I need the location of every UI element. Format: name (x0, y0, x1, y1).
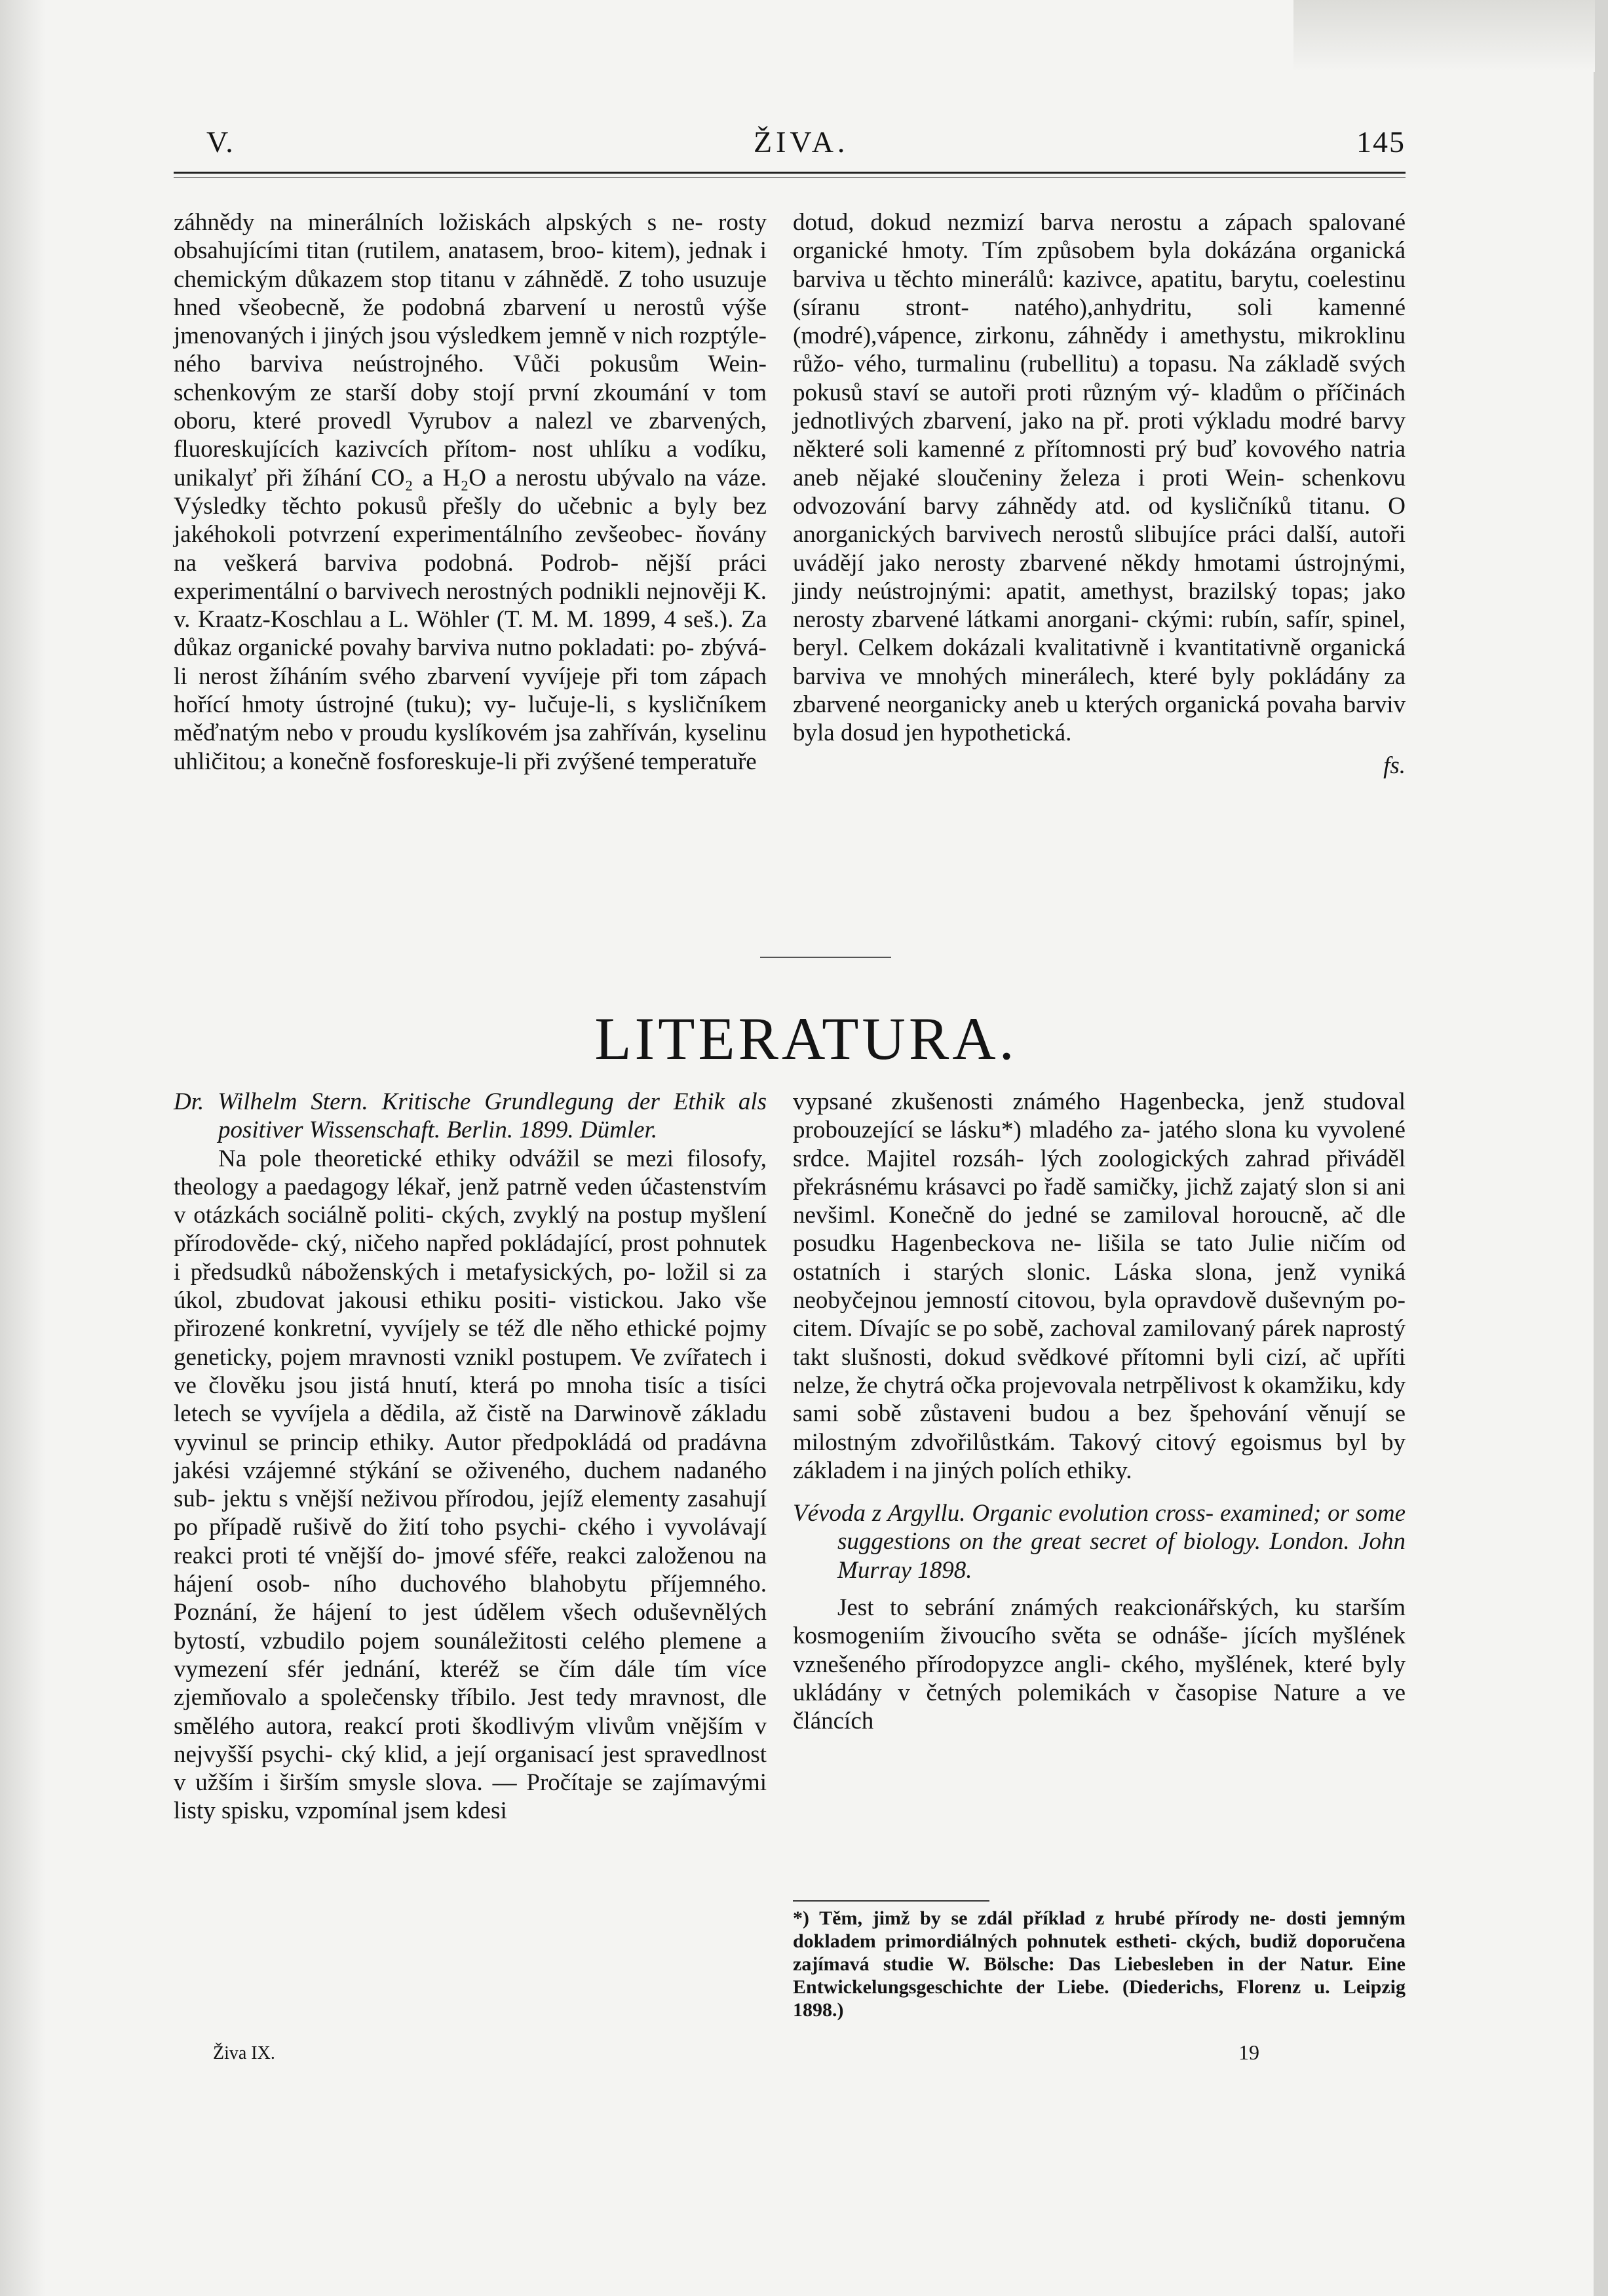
text-line: ňovány na veškerá barviva podobná. Podrob- (174, 521, 767, 577)
text-line: mravnosti vznikl postupem. Ve zvířatech i ve (174, 1343, 767, 1399)
text-line: člověku jsou jistá hnutí, která po mnoha tisíc (208, 1371, 685, 1399)
text-line: v užším i širším smysle slova. — Pročítaje se (174, 1769, 643, 1797)
text-line: v tom oboru, které provedl Vyrubov a nalezl (174, 379, 767, 435)
text-line: nerostů slibujíce práci další, autoři uvádějí jako (793, 521, 1406, 577)
text-line: zbývá-li nerost žíháním svého zbarvení vyvíjeje (174, 634, 767, 690)
text-line: ložil si za úkol, zbudovat jakousi ethiku positi- (174, 1258, 767, 1314)
citation-line: secret of biology. London. John Murray 1898. (837, 1528, 1406, 1584)
footnote-line: dosti jemným dokladem primordiálných pohnutek estheti- (793, 1907, 1406, 1952)
second-review-citation (793, 1499, 1406, 1584)
text-line: studoval probouzející se lásku*) mladého za- (793, 1088, 1406, 1144)
text-line: lišila se tato Julie ničím od ostatních i starých (793, 1230, 1406, 1286)
text-line: zbarvené neorganicky aneb u kterých organická (793, 691, 1260, 719)
text-line: jemností citovou, byla opravdově duševným po- (925, 1287, 1406, 1314)
text-line: kvalitativně i kvantitativně organická barviva ve (793, 634, 1406, 690)
text-line: horoucně, ač dle posudku Hagenbeckova ne- (793, 1202, 1406, 1257)
citation-line: Ethik als positiver Wissenschaft. Berlin. 1899. (218, 1088, 767, 1144)
text-line: jatého slona ku vyvolené srdce. Majitel rozsáh- (793, 1117, 1406, 1172)
text-line: nerosty zbarvené někdy hmotami ústrojnými, (934, 549, 1406, 577)
text-line: ního duchového blahobytu příjemného. Poznání, (174, 1571, 767, 1626)
text-line: proti škodlivým vlivům vnějším v nejvyšší psychi- (174, 1712, 767, 1768)
page-corner-shadow (1293, 0, 1595, 72)
footnote-line: Liebesleben in der Natur. Eine Entwickelungsgeschichte (793, 1953, 1406, 1998)
citation-line: Dümler. (579, 1117, 658, 1144)
citation-line: Vévoda z Argyllu. Organic evolution cross- (793, 1500, 1214, 1527)
text-line: jektu s vnější neživou přírodou, jejíž elementy (223, 1485, 680, 1513)
text-line: zajímavými listy spisku, vzpomínal jsem kdesi (174, 1769, 767, 1825)
text-line: se též dle něho ethické pojmy geneticky, pojem (174, 1315, 767, 1371)
text-line: spalované organické hmoty. Tím způsobem byla (793, 209, 1406, 265)
citation-line: examined; or some suggestions on the great (837, 1500, 1406, 1556)
text-line: nost uhlíku a vodíku, unikalyť při žíhání CO₂ (174, 436, 767, 491)
text-line: citem. Dívajíc se po sobě, zachoval zamilovaný (793, 1315, 1256, 1343)
second-review-text (793, 1594, 1406, 1735)
text-line: sobě zůstaveni budou a bez špehování věnují (856, 1400, 1368, 1428)
text-line: veden účastenstvím v otázkách sociálně politi- (174, 1173, 767, 1229)
text-line: ckých, zvyklý na postup myšlení přírodověde- (174, 1202, 767, 1257)
review-text (174, 1145, 767, 1826)
text-line: ckými: rubín, safír, spinel, beryl. Celkem dokázali (793, 606, 1406, 662)
text-line: organické povahy barviva nutno pokladati: po- (238, 634, 695, 662)
volume-number: V. (206, 125, 235, 159)
text-line: Autor předpokládá od pradávna jakési vzájemné (174, 1428, 767, 1484)
text-line: v záhnědě. Z toho usuzuje hned všeobecně, že (174, 265, 767, 321)
text-line: polemikách v časopise Nature a ve článcích (793, 1679, 1406, 1735)
text-line: mnohých minerálech, které byly pokládány za (917, 662, 1406, 690)
text-line: na př. proti výkladu modré barvy některé soli (793, 408, 1406, 463)
text-line: filosofy, theology a paedagogy lékař, jenž patrně (174, 1145, 767, 1200)
text-line: i jiných jsou výsledkem jemně v nich rozptýle- (310, 322, 767, 350)
column-bottom-left (174, 1088, 767, 1826)
text-line: vistickou. Jako vše přirozené konkretní, vyvíjely (174, 1287, 767, 1343)
text-line: konečně fosforeskuje-li při zvýšené temperatuře (289, 748, 757, 775)
header-rule-thick (174, 172, 1406, 174)
text-line: kitem), jednak i chemickým důkazem stop titanu (174, 237, 767, 293)
footnote-rule (793, 1900, 989, 1902)
text-line: přítomni byli cizí, ač upříti nelze, že chytrá očka (793, 1343, 1406, 1399)
review-citation (174, 1088, 767, 1145)
text-line: podnikli nejnověji K. v. Kraatz-Koschlau a (174, 577, 767, 634)
page-edge-left (0, 0, 46, 2296)
text-line: vypsané zkušenosti známého Hagenbecka, jenž (793, 1088, 1305, 1115)
text-line: L. Wöhler (T. M. M. 1899, 4 seš.). Za důkaz (174, 606, 767, 662)
paragraph-top-right (793, 208, 1406, 748)
journal-title: ŽIVA. (754, 125, 849, 159)
text-line: Jest tedy mravnost, dle smělého autora, reakcí (174, 1684, 767, 1740)
footnote-line: der Liebe. (Diederichs, Florenz u. Leipzig 1898.) (793, 1976, 1406, 2021)
text-line: starším kosmogeniím živoucího světa se odnáše- (793, 1594, 1406, 1650)
text-line: zasahují po případě rušivě do žití toho psychi- (174, 1485, 767, 1541)
text-line: a H₂O a nerostu ubývalo na váze. Výsledky (174, 464, 767, 520)
text-line: jících myšlének vznešeného přírodopyzce angli- (793, 1622, 1406, 1678)
page-number: 145 (1356, 125, 1406, 159)
text-line: aneb nějaké sloučeniny železa i proti Wein- (793, 464, 1284, 491)
text-line: Na pole theoretické ethiky odvážil se mezi (218, 1145, 674, 1172)
text-line: párek naprostý takt slušnosti, dokud svědkové (793, 1315, 1406, 1371)
text-line: krásavci po řadě samičky, jichž zajatý slon si (925, 1173, 1369, 1200)
text-line: bytostí, vzbudilo pojem sounáležitosti celého (174, 1627, 645, 1655)
text-line: schenkovým ze starší doby stojí první zkoumání (174, 379, 689, 406)
text-line: plemene a vymezení sfér jednání, kteréž se čím (174, 1627, 767, 1683)
column-top-left (174, 208, 767, 776)
text-line: těchto pokusů přešly do učebnic a byly bez (282, 492, 767, 520)
text-line: lých zoologických zahrad přiváděl překrásnému (793, 1145, 1406, 1200)
footnote-line: *) Těm, jimž by se zdál příklad z hrubé přírody ne- (793, 1907, 1276, 1929)
footnote (793, 1907, 1406, 2021)
text-line: natého),anhydritu, soli kamenné (modré),vápence, (793, 294, 1406, 350)
section-title: LITERATURA. (594, 1005, 1018, 1072)
text-line: lučuje-li, s kysličníkem měďnatým nebo v proudu (174, 691, 767, 747)
paragraph-top-left (174, 208, 767, 776)
text-line: kazivce, apatitu, barytu, coelestinu (síranu stront- (793, 265, 1406, 321)
text-line: kamenné z přítomnosti prý buď kovového natria (917, 436, 1406, 463)
citation-line: Dr. Wilhelm Stern. Kritische Grundlegung der (174, 1088, 660, 1115)
text-line: vého, turmalinu (rubellitu) a topasu. Na základě (853, 351, 1340, 378)
text-line: jakéhokoli potvrzení experimentálního zevšeobec- (174, 521, 683, 548)
text-line: dále tím více zjemňovalo a společensky tříbilo. (174, 1655, 767, 1712)
header-rule-thin (174, 177, 1406, 178)
text-line: cký, ničeho napřed pokládající, prost pohnutek (306, 1230, 767, 1257)
text-line: cký klid, a její organisací jest spravedlnost (341, 1740, 767, 1768)
text-line: že hájení to jest údělem všech oduševnělých (274, 1599, 767, 1626)
text-line: Darwinově základu vyvinul se princip ethiky. (174, 1400, 767, 1456)
text-line: slonic. Láska slona, jenž vyniká neobyčejnou (793, 1258, 1406, 1314)
column-top-right (793, 208, 1406, 780)
text-line: svých pokusů staví se autoři proti různým vý- (793, 351, 1406, 406)
section-separator (760, 957, 891, 958)
text-line: kysličníků titanu. O anorganických barvivech (793, 492, 1406, 548)
text-line: a tisíci letech se vyvíjela a dědila, až čistě na (174, 1371, 767, 1428)
text-line: stýkání se oživeného, duchem nadaného sub- (174, 1457, 767, 1513)
review-text-continued (793, 1088, 1406, 1485)
text-line: dokázána organická barviva u těchto minerálů: (793, 237, 1406, 293)
text-line: se milostným zdvořilůstkám. Takový citový (793, 1400, 1406, 1456)
author-signature: fs. (1383, 752, 1406, 779)
text-line: projevovala netrpělivost k okamžiku, kdy sami (793, 1371, 1406, 1428)
page-edge-right (1594, 0, 1608, 2296)
text-line: ethiky. (1067, 1457, 1132, 1484)
running-header (206, 124, 1406, 165)
sheet-number: 19 (1238, 2040, 1259, 2064)
signature-mark: Živa IX. (213, 2043, 275, 2063)
text-line: zirkonu, záhnědy i amethystu, mikroklinu růžo- (793, 322, 1406, 378)
text-line: schenkovu odvozování barvy záhnědy atd. od (793, 464, 1406, 520)
text-line: Jest to sebrání známých reakcionářských, ku (837, 1594, 1320, 1622)
text-line: egoismus byl by základem i na jiných polích (793, 1428, 1406, 1484)
text-line: při tom zápach hořící hmoty ústrojné (tuku); vy- (174, 662, 767, 719)
text-line: nější práci experimentální o barvivech nerostných (174, 549, 767, 605)
text-line: záhnědy na minerálních ložiskách alpských s ne- (174, 209, 703, 236)
text-line: ve zbarvených, fluoreskujících kazivcích přítom- (174, 408, 767, 463)
text-line: jmové sféře, reakci založenou na hájení osob- (174, 1542, 767, 1598)
text-line: ckého i vyvolávají reakci proti té vnější do- (174, 1514, 767, 1569)
footnote-line: ckých, budiž doporučena zajímavá studie W. Bölsche: Das (793, 1930, 1406, 1975)
text-line: topas; jako nerosty zbarvené látkami anorgani- (793, 577, 1406, 634)
text-line: kladům o příčinách jednotlivých zbarvení, jako (793, 379, 1406, 435)
text-line: rosty obsahujícími titan (rutilem, anatasem, broo- (174, 209, 767, 265)
text-line: dotud, dokud nezmizí barva nerostu a zápach (793, 209, 1293, 236)
text-line: kyslíkovém jsa zahříván, kyselinu uhličitou; a (174, 719, 767, 775)
text-line: ckého, myšlének, které byly ukládány v četných (793, 1651, 1406, 1706)
text-line: jindy neústrojnými: apatit, amethyst, brazilský (793, 577, 1278, 605)
text-line: ného barviva neústrojného. Vůči pokusům Wein- (174, 351, 767, 378)
text-line: povaha barviv byla dosud jen hypothetická. (793, 691, 1406, 747)
text-line: i předsudků náboženských i metafysických, po- (174, 1258, 656, 1286)
column-bottom-right (793, 1088, 1406, 1736)
text-line: podobná zbarvení u nerostů výše jmenovaných (174, 294, 767, 350)
text-line: ani nevšiml. Konečně do jedné se zamiloval (793, 1173, 1406, 1229)
